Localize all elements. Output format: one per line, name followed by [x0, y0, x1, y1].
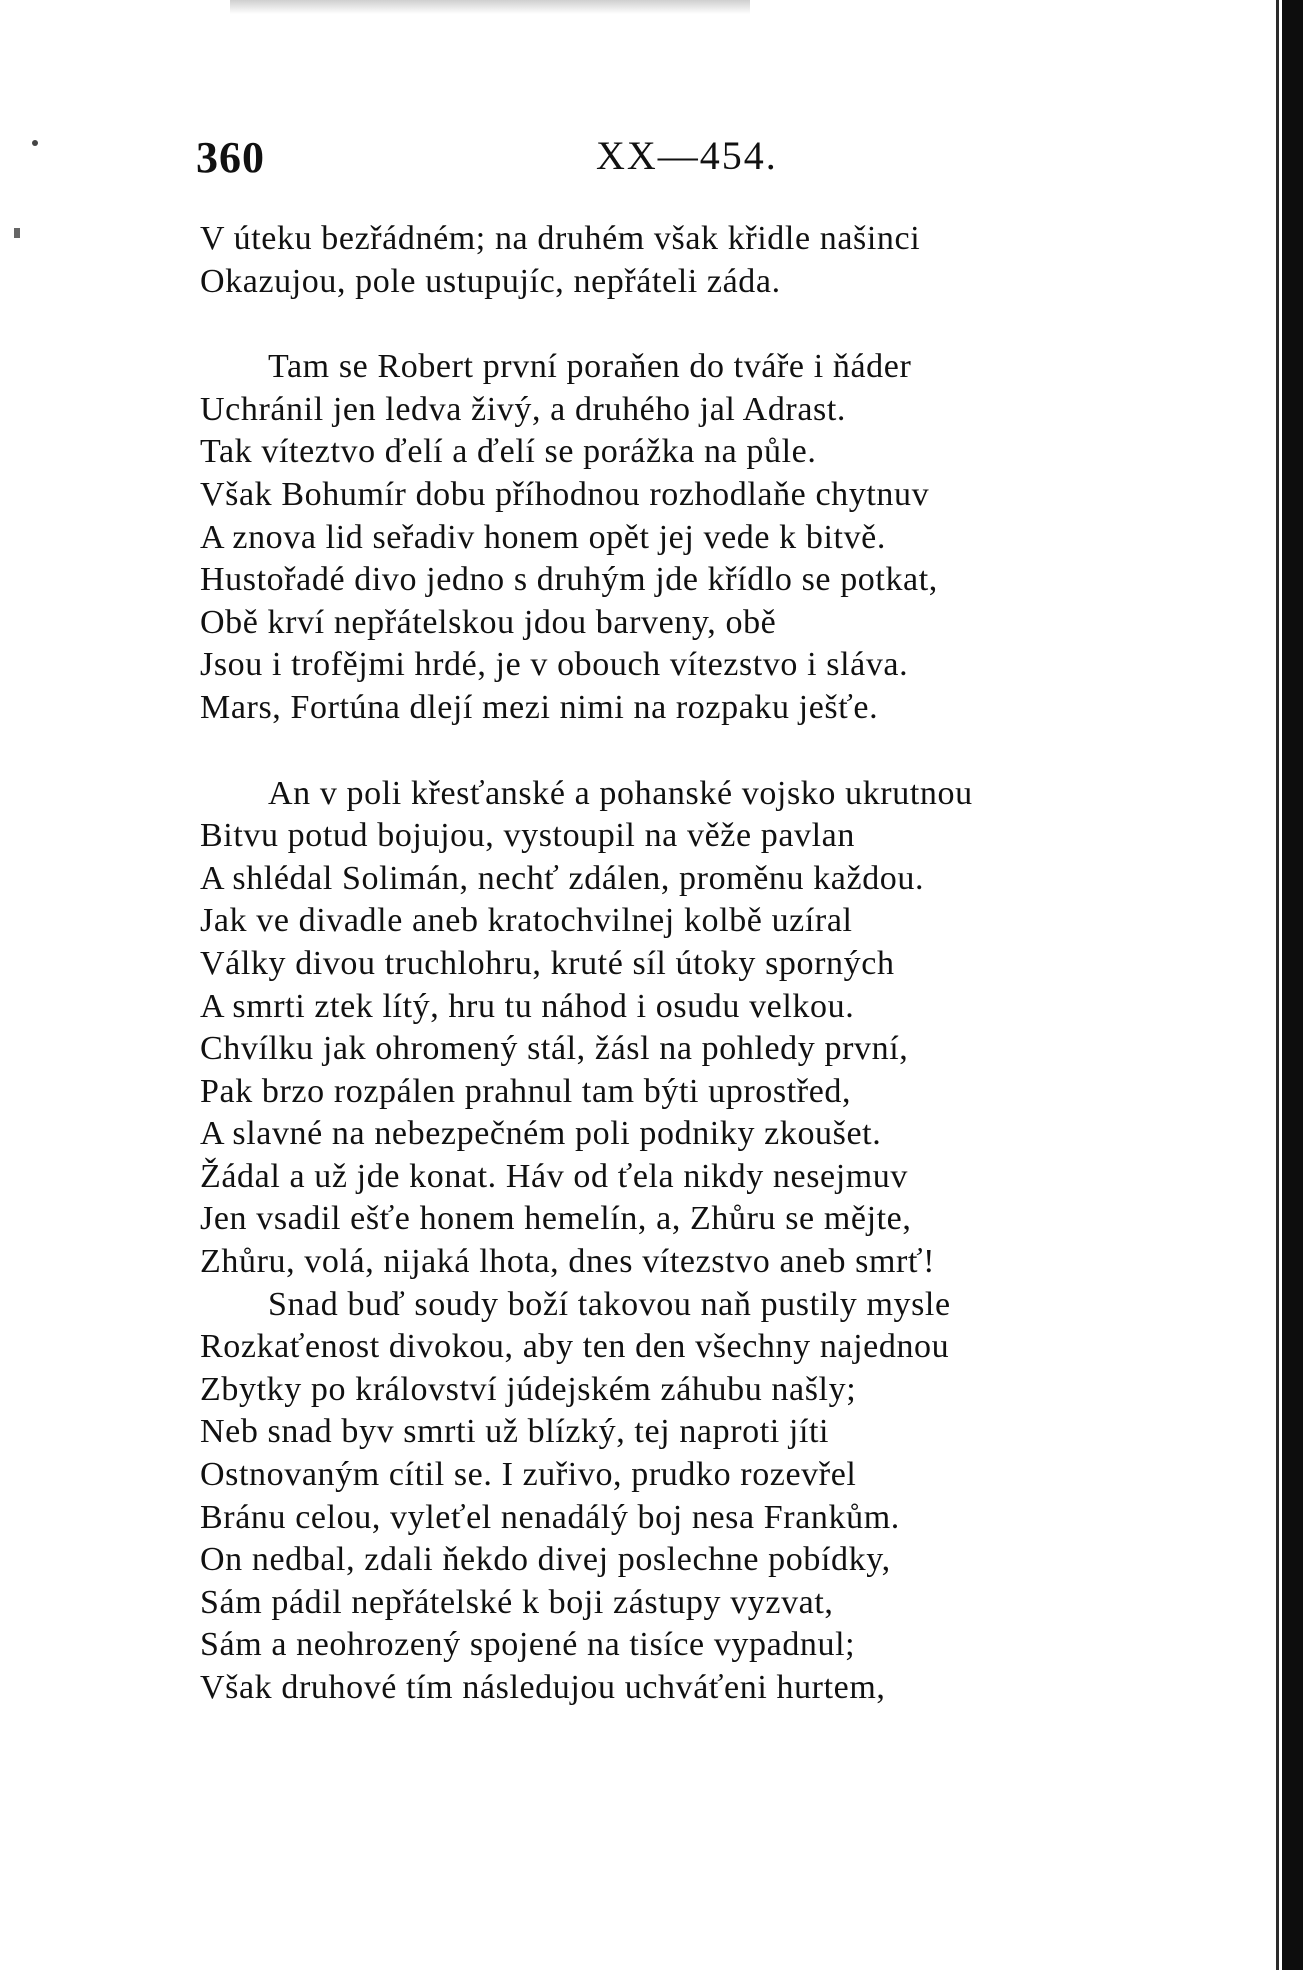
verse-line: Žádal a už jde konat. Háv od ťela nikdy nesejmuv [200, 1157, 909, 1195]
verse-line: Zbytky po království júdejském záhubu našly; [200, 1370, 857, 1408]
verse-line: Zhůru, volá, nijaká lhota, dnes vítezstvo aneb smrť! [200, 1243, 935, 1281]
verse-line: Jen vsadil ešťe honem hemelín, a, Zhůru se mějte, [200, 1200, 912, 1238]
scan-edge-mark [14, 228, 20, 238]
running-head: XX—454. [596, 133, 778, 178]
page-number: 360 [196, 133, 265, 182]
verse-line: Chvílku jak ohromený stál, žásl na pohledy první, [200, 1030, 909, 1068]
verse-line: On nedbal, zdali ňekdo divej poslechne pobídky, [200, 1541, 891, 1579]
verse-line: Však Bohumír dobu příhodnou rozhodlaňe chytnuv [200, 475, 930, 513]
verse-line: Bránu celou, vyleťel nenadálý boj nesa Frankům. [200, 1498, 900, 1536]
verse-line: A znova lid seřadiv honem opět jej vede k bitvě. [200, 518, 886, 556]
verse-line: A smrti ztek lítý, hru tu náhod i osudu velkou. [200, 987, 855, 1025]
verse-line: An v poli křesťanské a pohanské vojsko ukrutnou [268, 774, 973, 812]
scan-top-shadow [230, 0, 750, 14]
verse-line: Sám a neohrozený spojené na tisíce vypadnul; [200, 1626, 856, 1664]
verse-line: Okazujou, pole ustupujíc, nepřáteli záda. [200, 262, 781, 300]
verse-line: Hustořadé divo jedno s druhým jde křídlo se potkat, [200, 561, 938, 599]
verse-line: Obě krví nepřátelskou jdou barveny, obě [200, 603, 777, 641]
verse-line: Neb snad byv smrti už blízký, tej naproti jíti [200, 1413, 830, 1451]
verse-line: Uchránil jen ledva živý, a druhého jal Adrast. [200, 390, 847, 428]
verse-line: Však druhové tím následujou uchváťeni hurtem, [200, 1669, 886, 1706]
page-header [196, 132, 1096, 192]
stanza [200, 773, 1260, 1710]
scan-page-edge [1282, 0, 1303, 1970]
scan-inner-edge [1276, 0, 1279, 1970]
verse-line: V úteku bezřádném; na druhém však křidle našinci [200, 220, 921, 257]
verse-line: Mars, Fortúna dlejí mezi nimi na rozpaku ješťe. [200, 688, 879, 726]
verse-line: Války divou truchlohru, kruté síl útoky sporných [200, 944, 895, 982]
verse-line: Tam se Robert první poraňen do tváře i ňáder [268, 348, 912, 386]
verse-line: Bitvu potud bojujou, vystoupil na věže pavlan [200, 817, 855, 855]
verse-line: Snad buď soudy boží takovou naň pustily mysle [268, 1285, 951, 1323]
verse-line: Jak ve divadle aneb kratochvilnej kolbě uzíral [200, 902, 853, 940]
verse-line: Ostnovaným cítil se. I zuřivo, prudko rozevřel [200, 1456, 857, 1494]
stanza [200, 218, 1260, 303]
verse-line: Jsou i trofějmi hrdé, je v obouch vítezstvo i sláva. [200, 646, 909, 684]
verse-line: A shlédal Solimán, nechť zdálen, proměnu každou. [200, 859, 925, 897]
verse-line: Sám pádil nepřátelské k boji zástupy vyzvat, [200, 1583, 834, 1621]
verse-line: Tak víteztvo ďelí a ďelí se porážka na půle. [200, 433, 817, 471]
stanza [200, 346, 1260, 729]
verse-line: Rozkaťenost divokou, aby ten den všechny najednou [200, 1328, 950, 1366]
poem-text [200, 218, 1260, 1710]
scan-speck [32, 140, 38, 146]
verse-line: Pak brzo rozpálen prahnul tam býti uprostřed, [200, 1072, 852, 1110]
verse-line: A slavné na nebezpečném poli podniky zkoušet. [200, 1115, 882, 1153]
